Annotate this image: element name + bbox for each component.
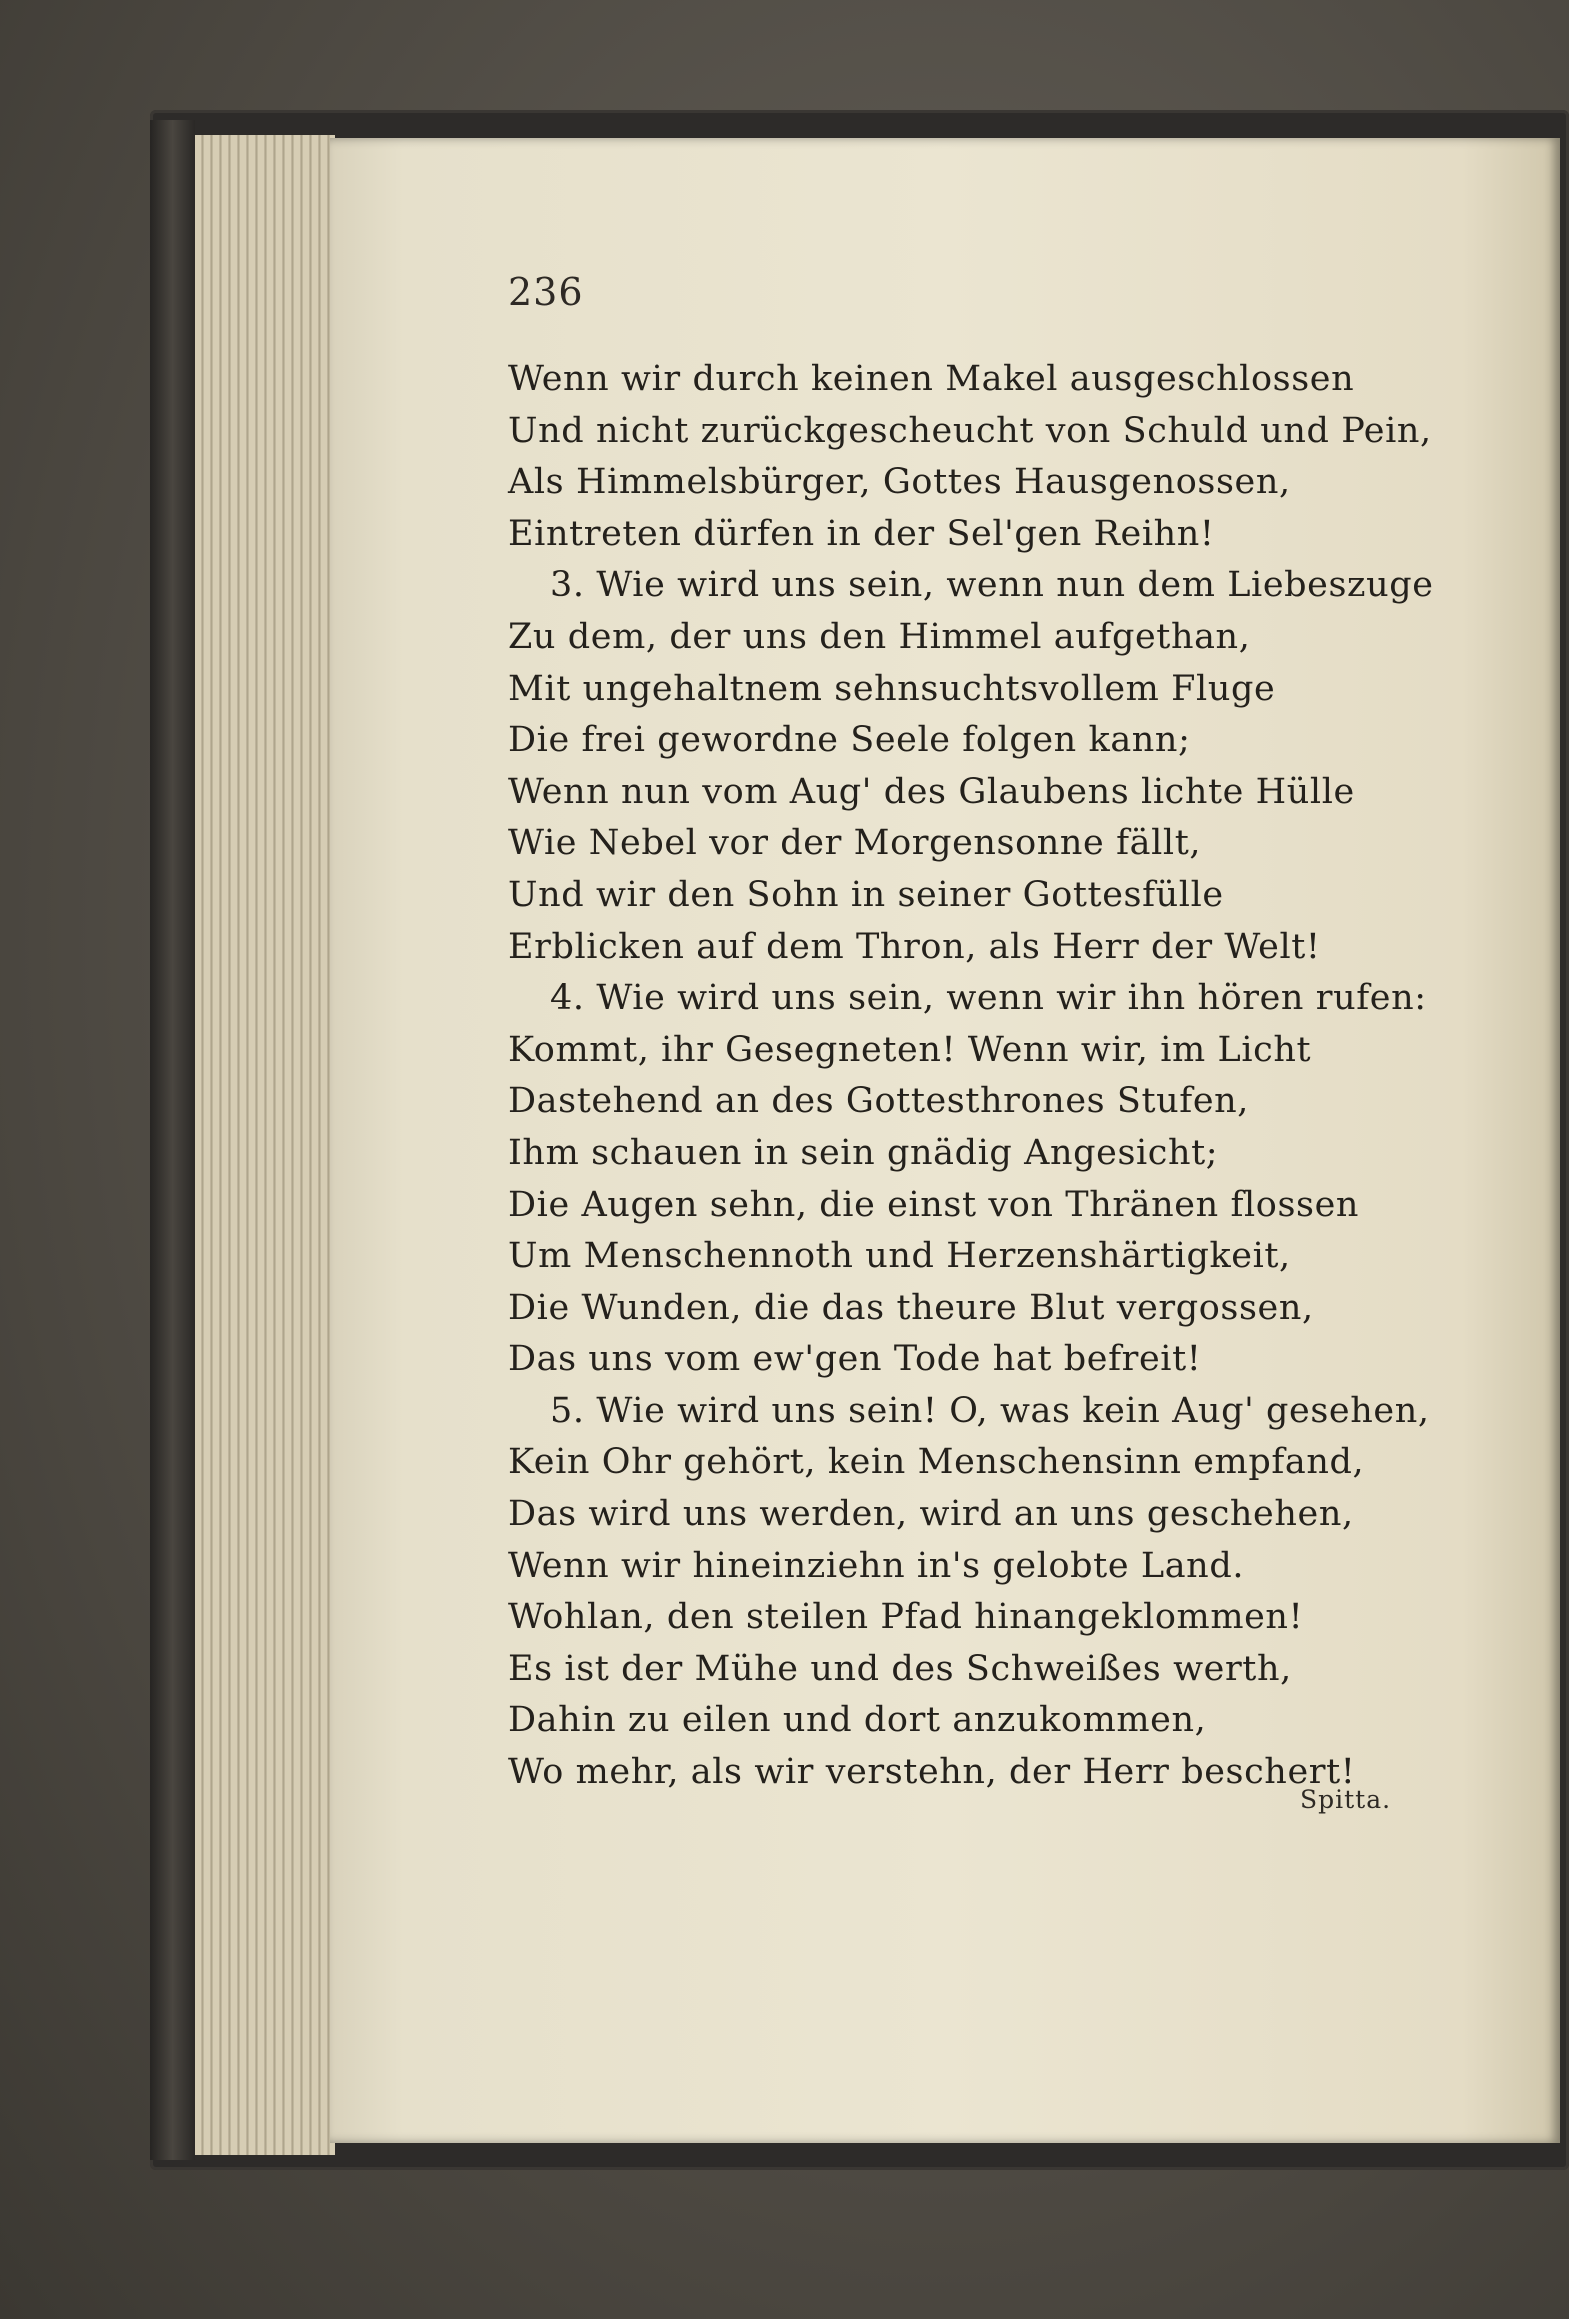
verse-line: Wo mehr, als wir verstehn, der Herr beschert! [508, 1752, 1356, 1793]
poem-text [508, 354, 1508, 1799]
stanza [508, 1386, 1508, 1799]
stanza [508, 560, 1508, 973]
verse-line: Und nicht zurückgescheucht von Schuld und Pein, [508, 410, 1432, 451]
verse-line: Um Menschennoth und Herzenshärtigkeit, [508, 1236, 1291, 1277]
verse-line: Die Wunden, die das theure Blut vergossen, [508, 1287, 1314, 1328]
verse-line: Mit ungehaltnem sehnsuchtsvollem Fluge [508, 668, 1276, 709]
page-edges [195, 135, 335, 2155]
verse-line: Das uns vom ew'gen Tode hat befreit! [508, 1339, 1202, 1380]
verse-line: Wenn nun vom Aug' des Glaubens lichte Hülle [508, 771, 1355, 812]
verse-line: 3. Wie wird uns sein, wenn nun dem Liebeszuge [550, 565, 1434, 606]
book-spine [150, 120, 195, 2160]
verse-line: Wohlan, den steilen Pfad hinangeklommen! [508, 1597, 1304, 1638]
verse-line: Dastehend an des Gottesthrones Stufen, [508, 1081, 1250, 1122]
verse-line: Die frei gewordne Seele folgen kann; [508, 720, 1191, 761]
stanza [508, 973, 1508, 1386]
page-number: 236 [508, 270, 584, 314]
verse-line: Das wird uns werden, wird an uns geschehen, [508, 1494, 1354, 1535]
author-signature: Spitta. [1300, 1785, 1392, 1814]
verse-line: 4. Wie wird uns sein, wenn wir ihn hören rufen: [550, 978, 1427, 1019]
verse-line: 5. Wie wird uns sein! O, was kein Aug' gesehen, [550, 1390, 1430, 1431]
verse-line: Wenn wir hineinziehn in's gelobte Land. [508, 1545, 1245, 1586]
stanza [508, 354, 1508, 560]
verse-line: Wie Nebel vor der Morgensonne fällt, [508, 823, 1202, 864]
verse-line: Und wir den Sohn in seiner Gottesfülle [508, 874, 1224, 915]
verse-line: Dahin zu eilen und dort anzukommen, [508, 1700, 1207, 1741]
verse-line: Kein Ohr gehört, kein Menschensinn empfand, [508, 1442, 1365, 1483]
verse-line: Die Augen sehn, die einst von Thränen flossen [508, 1184, 1360, 1225]
verse-line: Eintreten dürfen in der Sel'gen Reihn! [508, 513, 1215, 554]
verse-line: Als Himmelsbürger, Gottes Hausgenossen, [508, 462, 1291, 503]
verse-line: Es ist der Mühe und des Schweißes werth, [508, 1648, 1292, 1689]
verse-line: Ihm schauen in sein gnädig Angesicht; [508, 1132, 1219, 1173]
verse-line: Zu dem, der uns den Himmel aufgethan, [508, 616, 1251, 657]
verse-line: Erblicken auf dem Thron, als Herr der Welt! [508, 926, 1321, 967]
verse-line: Kommt, ihr Gesegneten! Wenn wir, im Licht [508, 1029, 1312, 1070]
verse-line: Wenn wir durch keinen Makel ausgeschlossen [508, 359, 1355, 399]
